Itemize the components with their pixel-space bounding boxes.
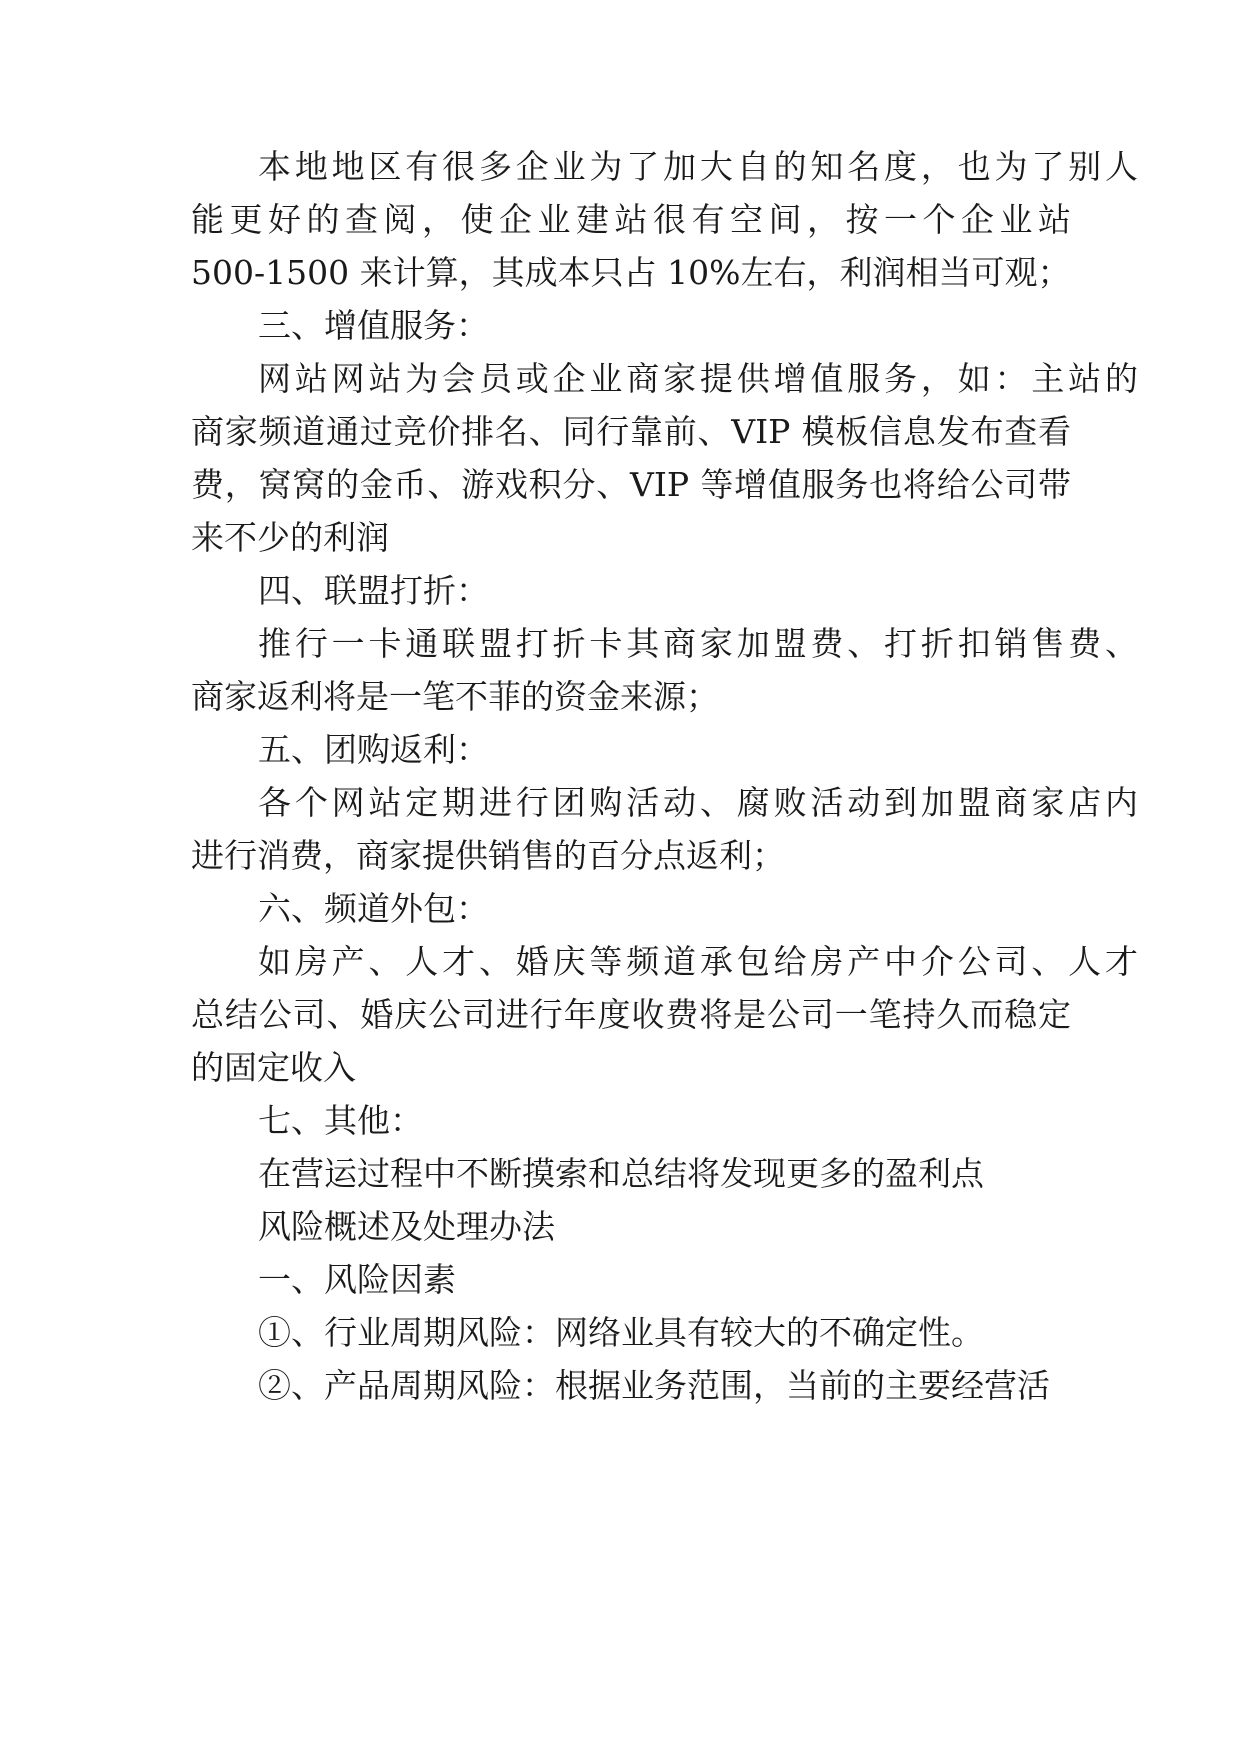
paragraph-line: 如房产、人才、婚庆等频道承包给房产中介公司、人才	[258, 942, 1138, 981]
paragraph-line: 商家返利将是一笔不菲的资金来源；	[191, 677, 719, 716]
paragraph-line: 进行消费，商家提供销售的百分点返利；	[191, 836, 785, 875]
paragraph-line: 本地地区有很多企业为了加大自的知名度，也为了别人	[258, 147, 1138, 186]
section-heading: 四、联盟打折：	[258, 571, 489, 610]
paragraph-line: 在营运过程中不断摸索和总结将发现更多的盈利点	[258, 1154, 984, 1193]
section-heading: 五、团购返利：	[258, 730, 489, 769]
paragraph-line: 的固定收入	[191, 1048, 356, 1087]
paragraph-line: 总结公司、婚庆公司进行年度收费将是公司一笔持久而稳定	[191, 995, 1071, 1034]
paragraph-line: 商家频道通过竞价排名、同行靠前、VIP 模板信息发布查看	[191, 412, 1071, 451]
section-heading: 一、风险因素	[258, 1260, 456, 1299]
paragraph-line: 能更好的查阅，使企业建站很有空间，按一个企业站	[191, 200, 1071, 239]
section-heading: 三、增值服务：	[258, 306, 489, 345]
section-heading: 六、频道外包：	[258, 889, 489, 928]
list-item: ①、行业周期风险：网络业具有较大的不确定性。	[258, 1313, 984, 1352]
paragraph-line: 推行一卡通联盟打折卡其商家加盟费、打折扣销售费、	[258, 624, 1138, 663]
paragraph-line: 各个网站定期进行团购活动、腐败活动到加盟商家店内	[258, 783, 1138, 822]
list-item: ②、产品周期风险：根据业务范围，当前的主要经营活	[258, 1366, 1050, 1405]
paragraph-line: 500-1500 来计算，其成本只占 10%左右，利润相当可观；	[191, 253, 1071, 292]
paragraph-line: 网站网站为会员或企业商家提供增值服务，如：主站的	[258, 359, 1138, 398]
section-heading: 七、其他：	[258, 1101, 423, 1140]
section-title: 风险概述及处理办法	[258, 1207, 555, 1246]
paragraph-line: 来不少的利润	[191, 518, 389, 557]
paragraph-line: 费，窝窝的金币、游戏积分、VIP 等增值服务也将给公司带	[191, 465, 1071, 504]
